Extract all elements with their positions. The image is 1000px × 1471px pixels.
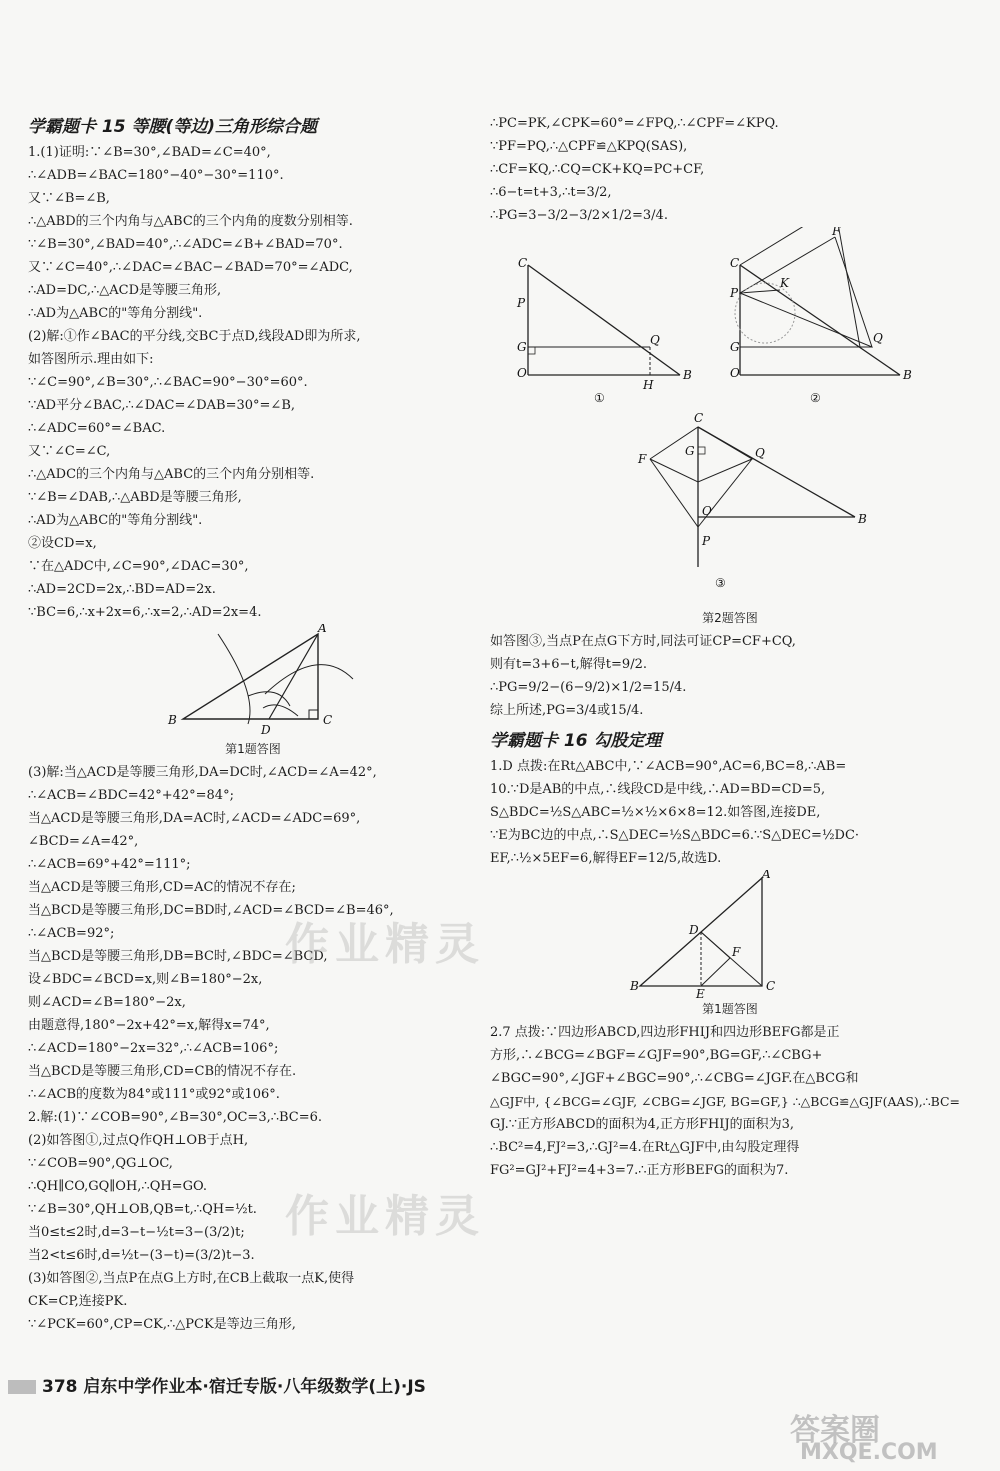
fig-number-2: ② <box>810 391 821 405</box>
text-line: 2.7 点拨:∵四边形ABCD,四边形FHIJ和四边形BEFG都是正 <box>490 1025 840 1040</box>
svg-text:F: F <box>832 227 841 238</box>
text-line: ∴∠ACB=69°+42°=111°; <box>28 857 191 872</box>
text-line: ∴AD=DC,∴△ACD是等腰三角形, <box>28 283 222 298</box>
text-line: 当△BCD是等腰三角形,CD=CB的情况不存在. <box>28 1064 297 1079</box>
svg-text:B: B <box>630 979 639 993</box>
text-line: ∵∠C=90°,∠B=30°,∴∠BAC=90°−30°=60°. <box>28 375 308 390</box>
figure-2-diagrams <box>490 227 970 627</box>
text-line: 如答图③,当点P在点G下方时,同法可证CP=CF+CQ, <box>490 634 796 649</box>
text-line: FG²=GJ²+FJ²=4+3=7.∴正方形BEFG的面积为7. <box>490 1163 789 1178</box>
solution-block-1 <box>28 141 478 624</box>
text-line: (2)解:①作∠BAC的平分线,交BC于点D,线段AD即为所求, <box>28 329 361 344</box>
text-line: 由题意得,180°−2x+42°=x,解得x=74°, <box>28 1018 270 1033</box>
text-line: ∵BC=6,∴x+2x=6,∴x=2,∴AD=2x=4. <box>28 605 262 620</box>
figure-16-1-caption: 第1题答图 <box>702 1002 758 1016</box>
text-line: 又∵∠C=∠C, <box>28 444 111 459</box>
site-logo-url: MXQE.COM <box>800 1440 938 1465</box>
fig1-label-D: D <box>261 723 271 737</box>
svg-text:A: A <box>762 870 771 881</box>
svg-text:C: C <box>694 411 704 425</box>
svg-text:F: F <box>638 452 647 466</box>
text-line: 如答图所示.理由如下: <box>28 352 154 367</box>
text-line: 10.∵D是AB的中点,∴线段CD是中线,∴AD=BD=CD=5, <box>490 782 826 797</box>
svg-text:C: C <box>518 256 528 270</box>
watermark-text: 作业精灵 <box>285 919 485 970</box>
text-line: ∴6−t=t+3,∴t=3/2, <box>490 185 612 200</box>
text-line: ∵∠B=∠DAB,∴△ABD是等腰三角形, <box>28 490 242 505</box>
text-line: ∠BGC=90°,∠JGF+∠BGC=90°,∴∠CBG=∠JGF.在△BCG和 <box>490 1071 859 1086</box>
figure-2-caption: 第2题答图 <box>702 611 758 625</box>
svg-text:B: B <box>903 368 912 382</box>
text-line: 当△ACD是等腰三角形,DA=AC时,∠ACD=∠ADC=69°, <box>28 811 361 826</box>
text-line: ∴BC²=4,FJ²=3,∴GJ²=4.在Rt△GJF中,由勾股定理得 <box>490 1140 800 1155</box>
svg-text:G: G <box>730 340 740 354</box>
figure-16-1-diagram <box>490 870 970 1000</box>
section-title-16: 学霸题卡 16 勾股定理 <box>490 731 662 751</box>
text-line: △GJF中, {∠BCG=∠GJF, ∠CBG=∠JGF, BG=GF,} ∴△BCG≌△GJF(AAS),∴BC= <box>490 1094 960 1109</box>
text-line: 2.解:(1)∵∠COB=90°,∠B=30°,OC=3,∴BC=6. <box>28 1110 323 1125</box>
svg-text:F: F <box>732 945 741 959</box>
text-line: ∴∠ACB=92°; <box>28 926 115 941</box>
text-line: 设∠BDC=∠BCD=x,则∠B=180°−2x, <box>28 972 263 987</box>
text-line: (3)解:当△ACD是等腰三角形,DA=DC时,∠ACD=∠A=42°, <box>28 765 377 780</box>
text-line: ∴AD=2CD=2x,∴BD=AD=2x. <box>28 582 216 597</box>
watermark-text-2: 作业精灵 <box>285 1191 485 1242</box>
footer-block <box>8 1380 36 1394</box>
text-line: (2)如答图①,过点Q作QH⊥OB于点H, <box>28 1133 249 1148</box>
fig1-label-B: B <box>168 713 177 727</box>
fig-number-3: ③ <box>715 576 726 590</box>
text-line: ∴△ADC的三个内角与△ABC的三个内角分别相等. <box>28 467 315 482</box>
text-line: 1.D 点拨:在Rt△ABC中,∵∠ACB=90°,AC=6,BC=8,∴AB= <box>490 759 847 774</box>
text-line: ∴∠ACB=∠BDC=42°+42°=84°; <box>28 788 234 803</box>
footer-text: 378 启东中学作业本·宿迁专版·八年级数学(上)·JS <box>42 1377 426 1397</box>
text-line: ∴∠ACD=180°−2x=32°,∴∠ACB=106°; <box>28 1041 279 1056</box>
text-line: ∵∠B=30°,∠BAD=40°,∴∠ADC=∠B+∠BAD=70°. <box>28 237 343 252</box>
text-line: ∵∠PCK=60°,CP=CK,∴△PCK是等边三角形, <box>28 1317 296 1332</box>
svg-text:O: O <box>730 366 740 380</box>
svg-text:O: O <box>702 504 712 518</box>
svg-text:D: D <box>689 923 699 937</box>
text-line: ∵∠B=30°,QH⊥OB,QB=t,∴QH=½t. <box>28 1202 257 1217</box>
solution-continued <box>490 112 970 227</box>
figure-2 <box>490 227 970 627</box>
text-line: 则有t=3+6−t,解得t=9/2. <box>490 657 647 672</box>
text-line: ∠BCD=∠A=42°, <box>28 834 139 849</box>
svg-text:E: E <box>696 987 705 1000</box>
text-line: S△BDC=½S△ABC=½×½×6×8=12.如答图,连接DE, <box>490 805 821 820</box>
text-line: ∴△ABD的三个内角与△ABC的三个内角的度数分别相等. <box>28 214 353 229</box>
figure-1-diagram <box>28 624 478 746</box>
left-column <box>28 112 478 1336</box>
svg-text:C: C <box>730 256 740 270</box>
fig1-label-C: C <box>323 713 333 727</box>
text-line: ∴AD为△ABC的"等角分割线". <box>28 513 203 528</box>
text-line: ∴PC=PK,∠CPK=60°=∠FPQ,∴∠CPF=∠KPQ. <box>490 116 779 131</box>
svg-text:Q: Q <box>873 331 883 345</box>
svg-text:P: P <box>730 286 739 300</box>
text-line: 当△ACD是等腰三角形,CD=AC的情况不存在; <box>28 880 296 895</box>
svg-text:G: G <box>685 444 695 458</box>
svg-text:O: O <box>517 366 527 380</box>
text-line: ∴PG=3−3/2−3/2×1/2=3/4. <box>490 208 668 223</box>
text-line: 综上所述,PG=3/4或15/4. <box>490 703 644 718</box>
text-line: EF,∴½×5EF=6,解得EF=12/5,故选D. <box>490 851 722 866</box>
figure-16-1 <box>490 870 970 1000</box>
figure-1-caption: 第1题答图 <box>225 742 281 756</box>
solution-block-16-1 <box>490 755 970 870</box>
text-line: ∵E为BC边的中点,∴S△DEC=½S△BDC=6.∵S△DEC=½DC· <box>490 828 860 843</box>
svg-text:B: B <box>683 368 692 382</box>
text-line: 当△BCD是等腰三角形,DC=BD时,∠ACD=∠BCD=∠B=46°, <box>28 903 394 918</box>
text-line: ②设CD=x, <box>28 536 97 551</box>
text-line: (3)如答图②,当点P在点G上方时,在CB上截取一点K,使得 <box>28 1271 355 1286</box>
text-line: ∵∠COB=90°,QG⊥OC, <box>28 1156 173 1171</box>
svg-text:Q: Q <box>650 333 660 347</box>
text-line: ∴∠ADC=60°=∠BAC. <box>28 421 166 436</box>
text-line: ∵在△ADC中,∠C=90°,∠DAC=30°, <box>28 559 249 574</box>
section-title-15: 学霸题卡 15 等腰(等边)三角形综合题 <box>28 117 318 137</box>
svg-text:C: C <box>766 979 776 993</box>
text-line: ∴AD为△ABC的"等角分割线". <box>28 306 203 321</box>
solution-block-2 <box>28 761 478 1336</box>
svg-text:K: K <box>780 276 789 290</box>
text-line: 则∠ACD=∠B=180°−2x, <box>28 995 186 1010</box>
figure-1 <box>28 624 478 746</box>
text-line: ∴PG=9/2−(6−9/2)×1/2=15/4. <box>490 680 687 695</box>
text-line: 方形,∴∠BCG=∠BGF=∠GJF=90°,BG=GF,∴∠CBG+ <box>490 1048 823 1063</box>
text-line: 又∵∠C=40°,∴∠DAC=∠BAC−∠BAD=70°=∠ADC, <box>28 260 353 275</box>
solution-continued-2 <box>490 630 970 722</box>
text-line: 当0≤t≤2时,d=3−t−½t=3−(3/2)t; <box>28 1225 245 1240</box>
right-column <box>490 112 970 1182</box>
text-line: ∴QH∥CO,GQ∥OH,∴QH=GO. <box>28 1179 207 1194</box>
text-line: 1.(1)证明:∵∠B=30°,∠BAD=∠C=40°, <box>28 145 271 160</box>
solution-block-16-2 <box>490 1021 970 1182</box>
svg-text:Q: Q <box>755 446 765 460</box>
fig1-label-A: A <box>318 624 327 635</box>
svg-text:P: P <box>702 534 711 548</box>
text-line: ∵PF=PQ,∴△CPF≌△KPQ(SAS), <box>490 139 688 154</box>
fig-number-1: ① <box>594 391 605 405</box>
text-line: GJ.∵正方形ABCD的面积为4,正方形FHIJ的面积为3, <box>490 1117 795 1132</box>
text-line: ∴∠ACB的度数为84°或111°或92°或106°. <box>28 1087 280 1102</box>
text-line: 当2<t≤6时,d=½t−(3−t)=(3/2)t−3. <box>28 1248 255 1263</box>
svg-text:H: H <box>643 378 654 392</box>
text-line: ∵AD平分∠BAC,∴∠DAC=∠DAB=30°=∠B, <box>28 398 296 413</box>
text-line: ∴∠ADB=∠BAC=180°−40°−30°=110°. <box>28 168 284 183</box>
svg-text:G: G <box>517 340 527 354</box>
svg-text:B: B <box>858 512 867 526</box>
site-logo: 答案圈 <box>790 1413 880 1448</box>
text-line: ∴CF=KQ,∴CQ=CK+KQ=PC+CF, <box>490 162 705 177</box>
text-line: 当△BCD是等腰三角形,DB=BC时,∠BDC=∠BCD, <box>28 949 328 964</box>
text-line: 又∵∠B=∠B, <box>28 191 110 206</box>
text-line: CK=CP,连接PK. <box>28 1294 128 1309</box>
page-footer <box>8 1372 426 1397</box>
svg-text:P: P <box>517 296 526 310</box>
